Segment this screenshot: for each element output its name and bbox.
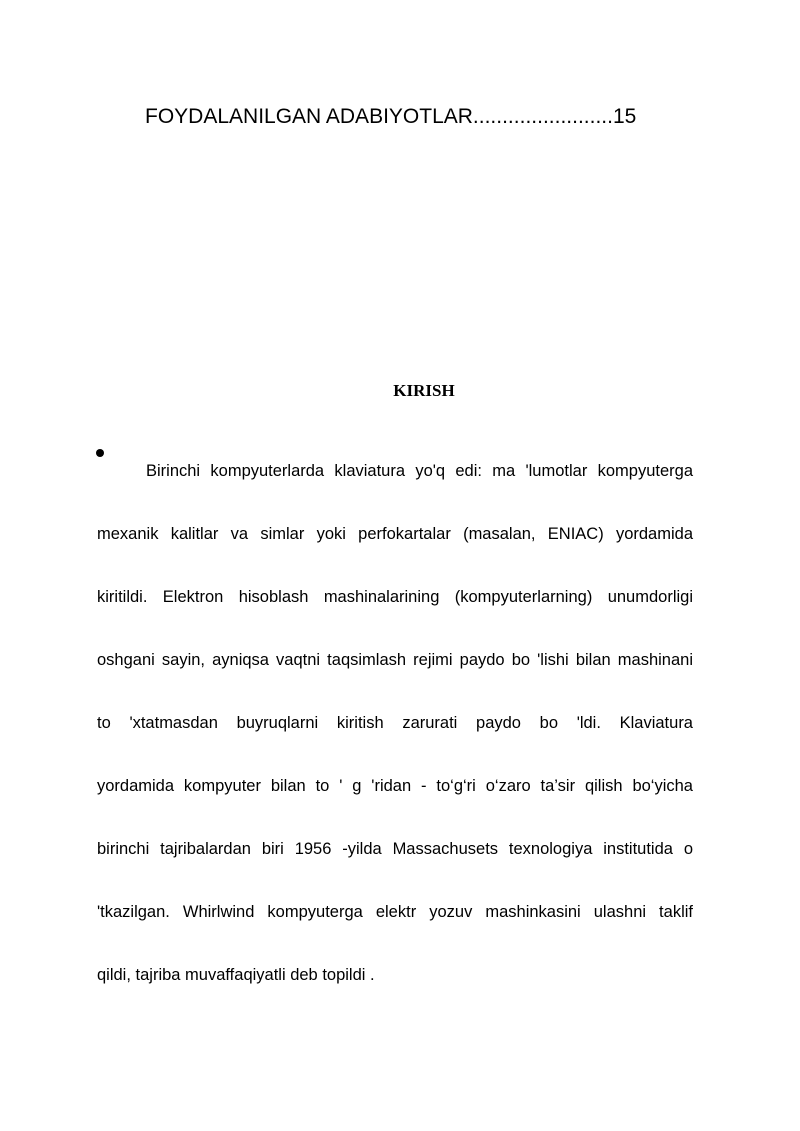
paragraph-line: mexanik kalitlar va simlar yoki perfokartalar (masalan, ENIAC) yordamida <box>97 525 693 543</box>
intro-paragraph <box>97 440 693 1007</box>
paragraph-line: oshgani sayin, ayniqsa vaqtni taqsimlash rejimi paydo bo 'lishi bilan mashinani <box>97 651 693 669</box>
section-heading: KIRISH <box>393 381 455 400</box>
paragraph-line: kiritildi. Elektron hisoblash mashinalarining (kompyuterlarning) unumdorligi <box>97 588 693 606</box>
paragraph-line: birinchi tajribalardan biri 1956 -yilda Massachusets texnologiya institutida o <box>97 840 693 858</box>
paragraph-line: 'tkazilgan. Whirlwind kompyuterga elektr yozuv mashinkasini ulashni taklif <box>97 903 693 921</box>
toc-entry-references: FOYDALANILGAN ADABIYOTLAR........................15 <box>145 105 637 128</box>
paragraph-line: Birinchi kompyuterlarda klaviatura yo'q edi: ma 'lumotlar kompyuterga <box>146 462 693 480</box>
paragraph-line: to 'xtatmasdan buyruqlarni kiritish zarurati paydo bo 'ldi. Klaviatura <box>97 714 693 732</box>
paragraph-line: yordamida kompyuter bilan to ' g 'ridan - to‘g‘ri o‘zaro ta’sir qilish bo‘yicha <box>97 777 693 795</box>
paragraph-line: qildi, tajriba muvaffaqiyatli deb topildi . <box>97 966 375 984</box>
